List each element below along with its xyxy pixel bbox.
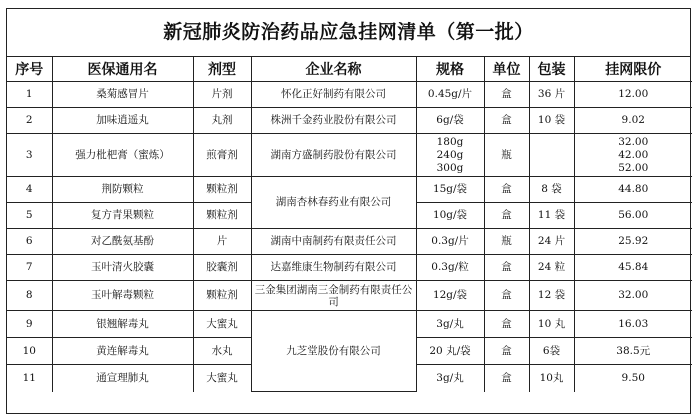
cell-form: 颗粒剂 [193, 177, 251, 203]
cell-name: 对乙酰氨基酚 [52, 229, 193, 255]
cell-spec: 15g/袋 [416, 177, 484, 203]
header-pack: 包装 [529, 57, 574, 82]
cell-seq: 2 [7, 108, 52, 134]
cell-pack: 6袋 [529, 338, 574, 365]
cell-pack: 8 袋 [529, 177, 574, 203]
table-row [7, 82, 692, 108]
cell-company: 湖南杏林春药业有限公司 [251, 177, 416, 229]
cell-unit: 盒 [484, 108, 529, 134]
cell-name: 玉叶清火胶囊 [52, 255, 193, 281]
cell-spec: 20 丸/袋 [416, 338, 484, 365]
cell-seq: 1 [7, 82, 52, 108]
cell-form: 丸剂 [193, 108, 251, 134]
cell-form: 片剂 [193, 82, 251, 108]
cell-name: 玉叶解毒颗粒 [52, 281, 193, 311]
cell-pack [529, 134, 574, 177]
table-row [7, 134, 692, 177]
cell-pack: 12 袋 [529, 281, 574, 311]
header-row [7, 57, 692, 82]
cell-unit: 盒 [484, 281, 529, 311]
cell-spec: 180g 240g 300g [416, 134, 484, 177]
cell-price: 9.50 [574, 365, 692, 392]
cell-form: 片 [193, 229, 251, 255]
cell-unit: 盒 [484, 365, 529, 392]
cell-unit: 盒 [484, 311, 529, 338]
cell-name: 银翘解毒丸 [52, 311, 193, 338]
cell-spec: 12g/袋 [416, 281, 484, 311]
document-title: 新冠肺炎防治药品应急挂网清单（第一批） [7, 9, 690, 57]
header-dosage-form: 剂型 [193, 57, 251, 82]
cell-name: 强力枇杷膏（蜜炼） [52, 134, 193, 177]
cell-company: 湖南中南制药有限责任公司 [251, 229, 416, 255]
header-price-limit: 挂网限价 [574, 57, 692, 82]
table-row [7, 177, 692, 203]
cell-name: 荆防颗粒 [52, 177, 193, 203]
cell-pack: 24 片 [529, 229, 574, 255]
cell-unit: 盒 [484, 338, 529, 365]
cell-form: 胶囊剂 [193, 255, 251, 281]
cell-spec: 3g/丸 [416, 311, 484, 338]
cell-company: 达嘉维康生物制药有限公司 [251, 255, 416, 281]
cell-pack: 10丸 [529, 365, 574, 392]
table-row [7, 281, 692, 311]
cell-price: 25.92 [574, 229, 692, 255]
header-unit: 单位 [484, 57, 529, 82]
cell-seq: 6 [7, 229, 52, 255]
cell-seq: 3 [7, 134, 52, 177]
cell-spec: 0.3g/粒 [416, 255, 484, 281]
cell-form: 颗粒剂 [193, 203, 251, 229]
cell-pack: 10 袋 [529, 108, 574, 134]
cell-name: 桑菊感冒片 [52, 82, 193, 108]
cell-name: 通宣理肺丸 [52, 365, 193, 392]
table-row [7, 255, 692, 281]
cell-spec: 0.45g/片 [416, 82, 484, 108]
cell-spec: 10g/袋 [416, 203, 484, 229]
cell-unit: 盒 [484, 203, 529, 229]
cell-unit: 盒 [484, 255, 529, 281]
cell-pack: 24 粒 [529, 255, 574, 281]
header-company: 企业名称 [251, 57, 416, 82]
cell-pack: 36 片 [529, 82, 574, 108]
cell-name: 黄连解毒丸 [52, 338, 193, 365]
cell-price: 44.80 [574, 177, 692, 203]
cell-form: 大蜜丸 [193, 365, 251, 392]
cell-price: 32.00 42.00 52.00 [574, 134, 692, 177]
cell-form: 水丸 [193, 338, 251, 365]
cell-company: 株洲千金药业股份有限公司 [251, 108, 416, 134]
cell-seq: 4 [7, 177, 52, 203]
cell-unit: 盒 [484, 82, 529, 108]
cell-name: 复方青果颗粒 [52, 203, 193, 229]
table-row [7, 311, 692, 338]
cell-seq: 11 [7, 365, 52, 392]
cell-seq: 9 [7, 311, 52, 338]
cell-company: 九芝堂股份有限公司 [251, 311, 416, 392]
cell-price: 12.00 [574, 82, 692, 108]
table-frame [6, 8, 691, 414]
cell-company: 怀化正好制药有限公司 [251, 82, 416, 108]
cell-price: 56.00 [574, 203, 692, 229]
cell-company: 湖南方盛制药股份有限公司 [251, 134, 416, 177]
header-seq: 序号 [7, 57, 52, 82]
cell-seq: 8 [7, 281, 52, 311]
cell-form: 大蜜丸 [193, 311, 251, 338]
cell-unit: 瓶 [484, 134, 529, 177]
cell-seq: 7 [7, 255, 52, 281]
cell-spec: 3g/丸 [416, 365, 484, 392]
cell-pack: 10 丸 [529, 311, 574, 338]
cell-price: 32.00 [574, 281, 692, 311]
cell-spec: 0.3g/片 [416, 229, 484, 255]
cell-price: 38.5元 [574, 338, 692, 365]
cell-price: 16.03 [574, 311, 692, 338]
cell-form: 颗粒剂 [193, 281, 251, 311]
cell-unit: 瓶 [484, 229, 529, 255]
header-generic-name: 医保通用名 [52, 57, 193, 82]
drug-list-table [7, 57, 692, 392]
cell-seq: 5 [7, 203, 52, 229]
cell-price: 9.02 [574, 108, 692, 134]
cell-company: 三金集团湖南三金制药有限责任公司 [251, 281, 416, 311]
cell-price: 45.84 [574, 255, 692, 281]
cell-form: 煎膏剂 [193, 134, 251, 177]
table-row [7, 229, 692, 255]
cell-name: 加味逍遥丸 [52, 108, 193, 134]
cell-spec: 6g/袋 [416, 108, 484, 134]
header-spec: 规格 [416, 57, 484, 82]
table-row [7, 108, 692, 134]
cell-seq: 10 [7, 338, 52, 365]
cell-pack: 11 袋 [529, 203, 574, 229]
cell-unit: 盒 [484, 177, 529, 203]
